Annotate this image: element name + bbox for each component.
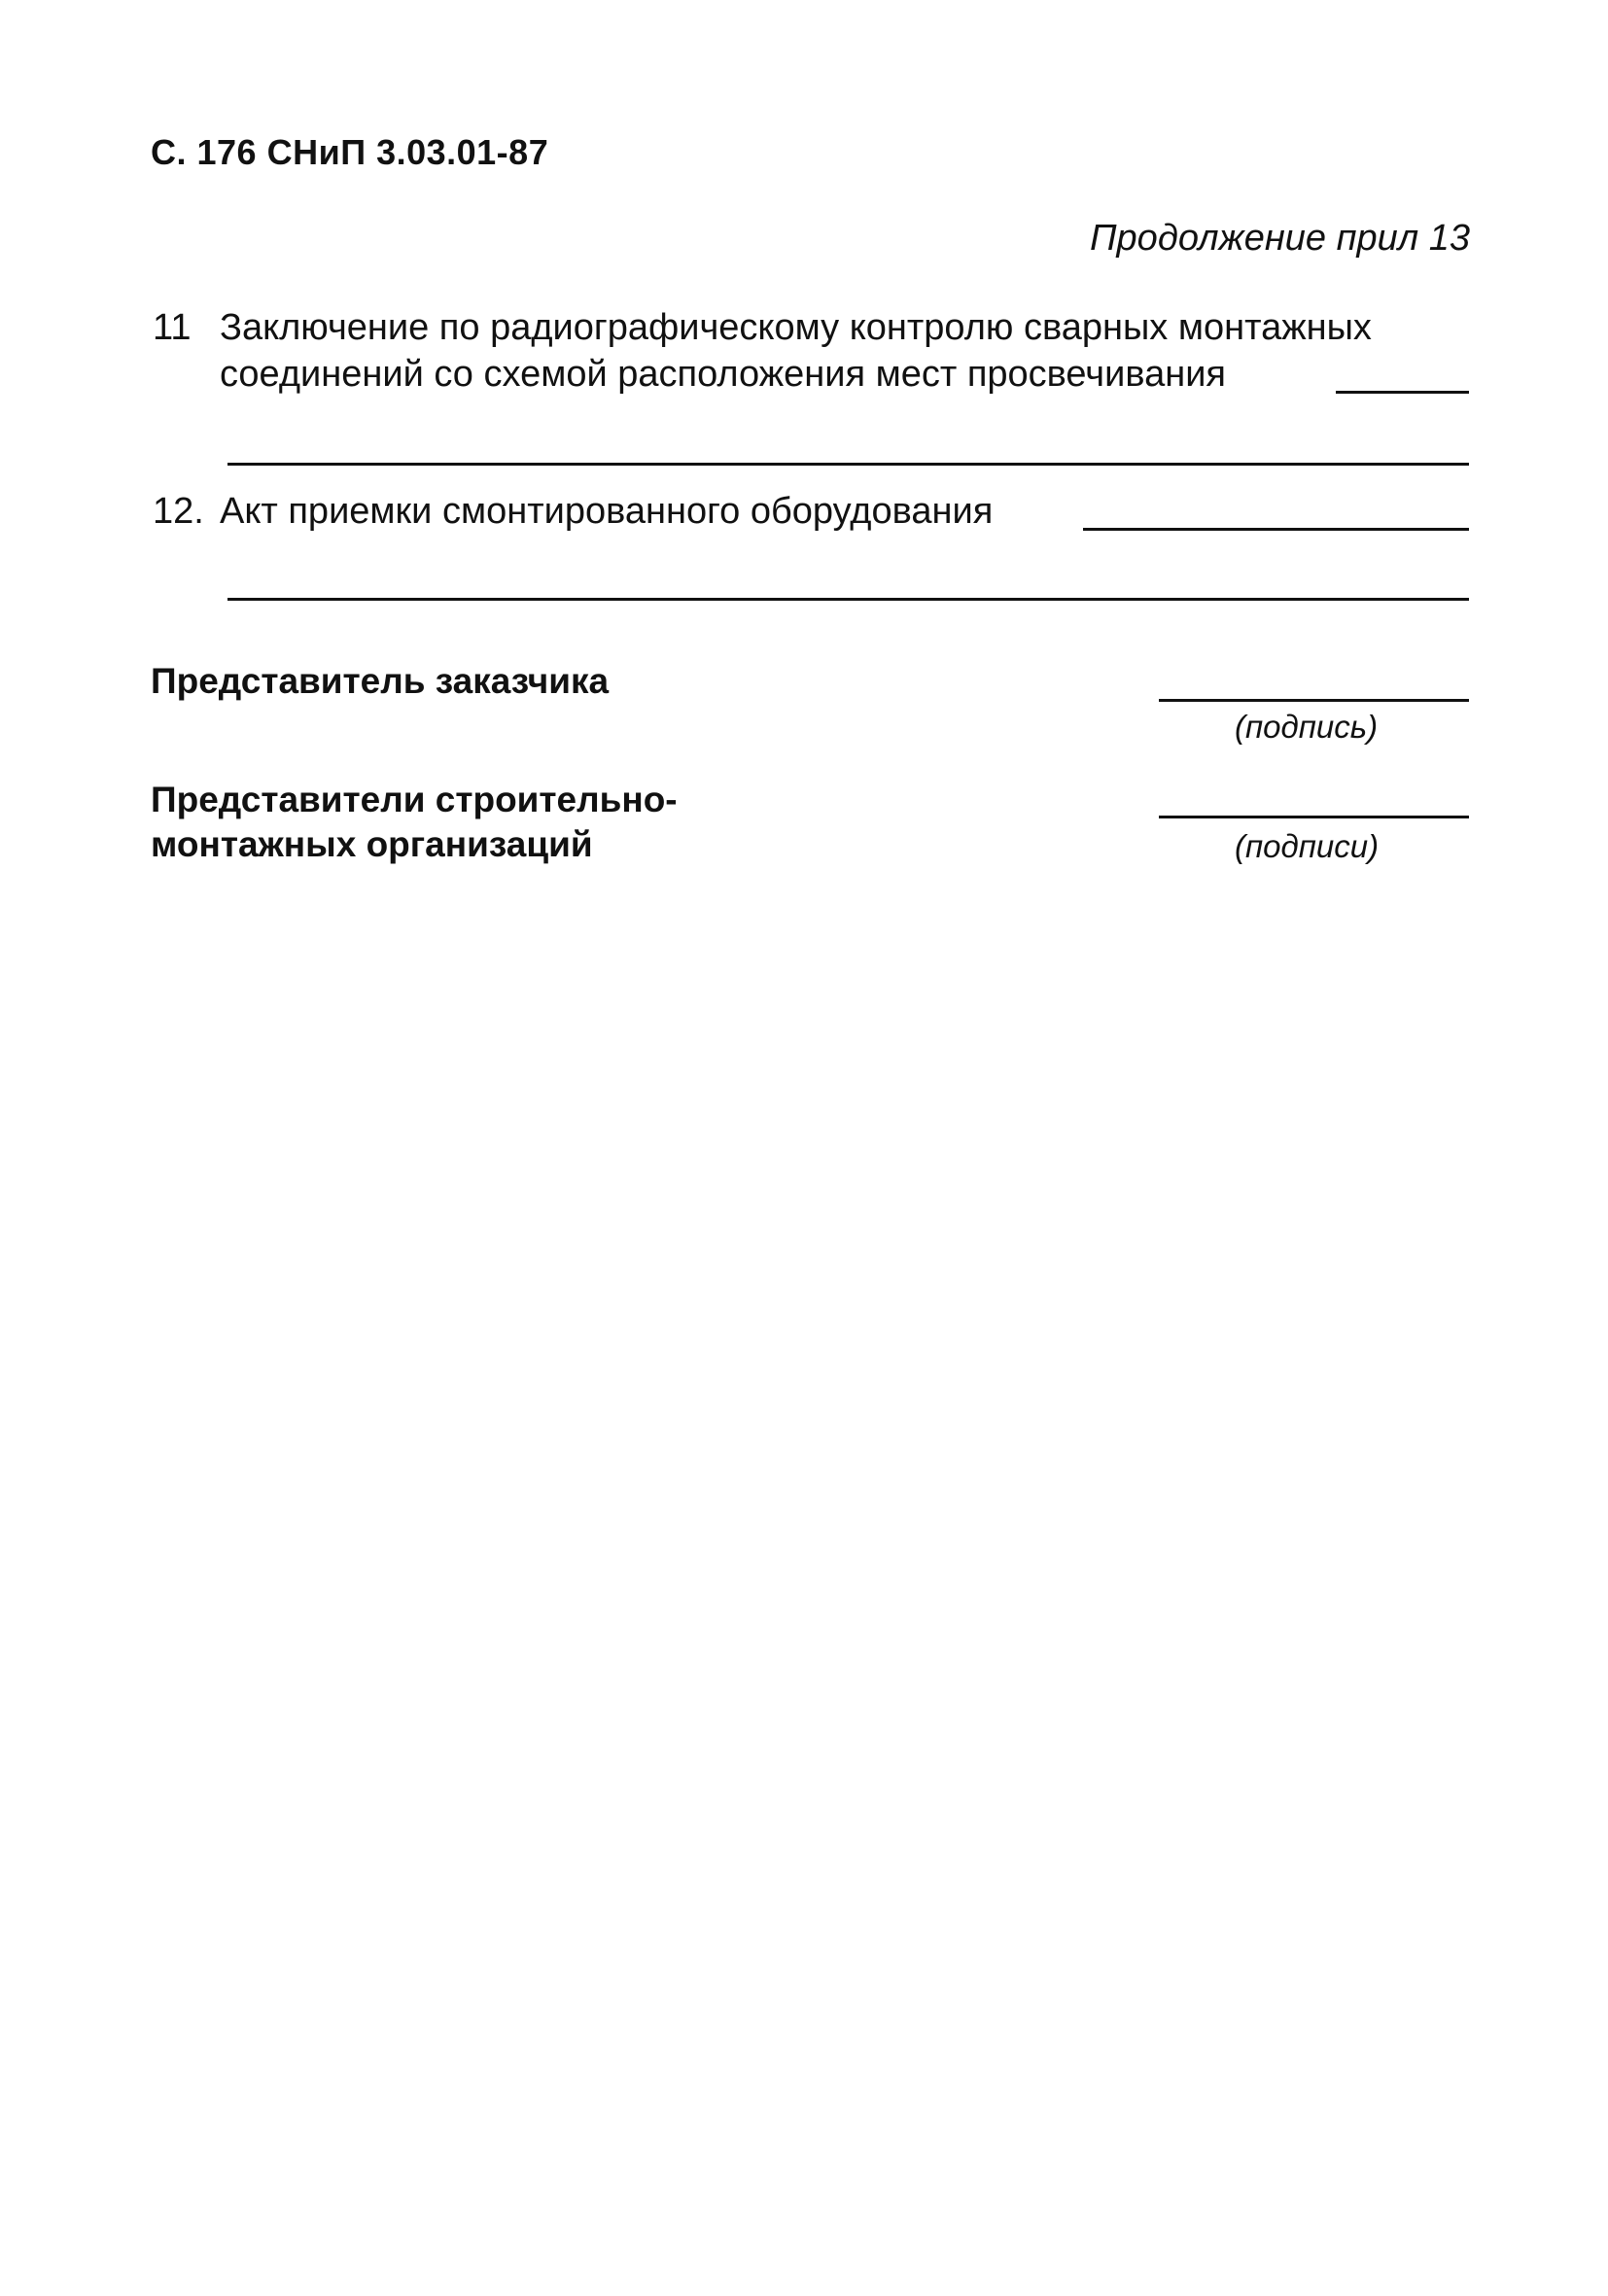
fill-in-line[interactable] — [1336, 391, 1469, 394]
fill-in-line[interactable] — [227, 598, 1469, 601]
signature-caption: (подпись) — [1235, 709, 1379, 745]
fill-in-line[interactable] — [227, 463, 1469, 466]
item-number: 11 — [153, 307, 192, 348]
signature-label: монтажных организаций — [151, 824, 593, 864]
item-text-line: Акт приемки смонтированного оборудования — [220, 491, 994, 532]
fill-in-line[interactable] — [1083, 528, 1469, 531]
signature-line[interactable] — [1159, 699, 1469, 702]
item-number: 12. — [153, 491, 204, 532]
item-text-line: соединений со схемой расположения мест просвечивания — [220, 354, 1226, 395]
signature-caption: (подписи) — [1235, 828, 1380, 864]
page-title: С. 176 СНиП 3.03.01-87 — [151, 132, 549, 172]
signature-line[interactable] — [1159, 816, 1469, 818]
signature-label: Представители строительно- — [151, 780, 678, 819]
item-text-line: Заключение по радиографическому контролю сварных монтажных — [220, 307, 1372, 348]
continuation-note: Продолжение прил 13 — [1090, 218, 1470, 259]
signature-label: Представитель заказчика — [151, 661, 610, 701]
